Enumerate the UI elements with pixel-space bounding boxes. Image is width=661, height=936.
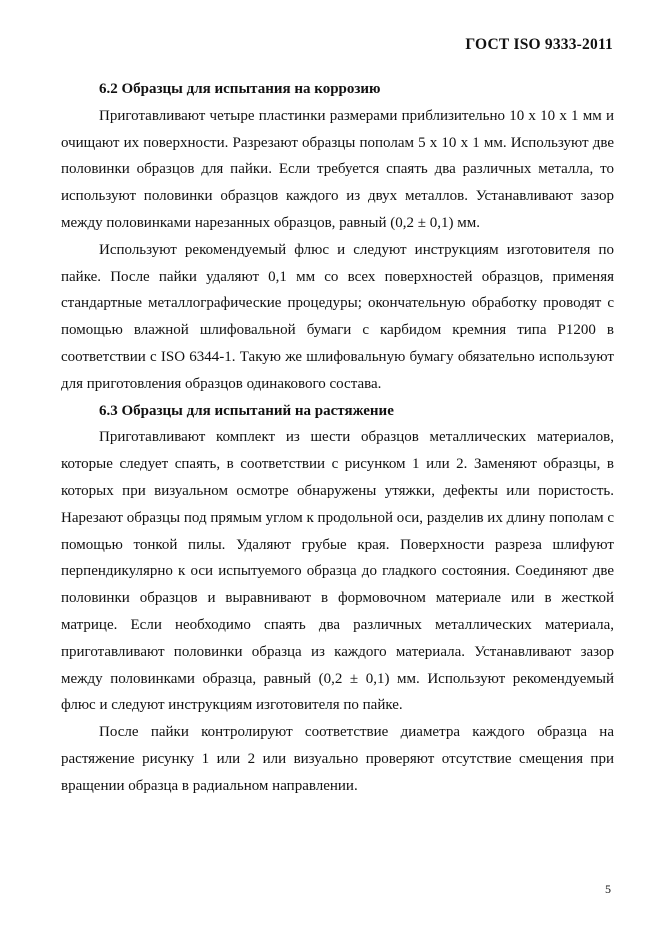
section-6-2-paragraph-2: Используют рекомендуемый флюс и следуют инструкциям изготовителя по пайке. После пайки удаляют 0,1 мм со всех поверхностей образцов, применяя стандартные металлографические процедуры; окончательную обработку проводят с помощью влажной шлифовальной бумаги с карбидом кремния типа Р1200 в соответствии с ISO 6344-1. Такую же шлифовальную бумагу обязательно используют для приготовления образцов одинакового состава. [61, 241, 614, 392]
section-6-2-paragraph-1: Приготавливают четыре пластинки размерами приблизительно 10 х 10 х 1 мм и очищают их поверхности. Разрезают образцы пополам 5 х 10 х 1 мм. Используют две половинки образцов для пайки. Если требуется спаять два различных металла, то используют половинки образцов каждого из двух металлов. Устанавливают зазор между половинками нарезанных образцов, равный (0,2 ± 0,1) мм. [61, 107, 614, 231]
section-6-3-paragraph-1: Приготавливают комплект из шести образцов металлических материалов, которые следует спаять, в соответствии с рисунком 1 или 2. Заменяют образцы, в которых при визуальном осмотре обнаружены утяжки, дефекты или пористость. Нарезают образцы под прямым углом к продольной оси, разделив их длину пополам с помощью тонкой пилы. Удаляют грубые края. Поверхности разреза шлифуют перпендикулярно к оси испытуемого образца до гладкого состояния. Соединяют две половинки образцов и выравнивают в формовочном материале или в жесткой матрице. Если необходимо спаять два различных металлических материала, приготавливают половинки образца из каждого материала. Устанавливают зазор между половинками образца, равный (0,2 ± 0,1) мм. Используют рекомендуемый флюс и следуют инструкциям изготовителя по пайке. [61, 429, 614, 714]
page-number: 5 [605, 882, 611, 896]
section-title-6-2: 6.2 Образцы для испытания на коррозию [99, 81, 381, 97]
document-code-header: ГОСТ ISO 9333-2011 [465, 36, 613, 53]
section-title-6-3: 6.3 Образцы для испытаний на растяжение [99, 402, 394, 419]
section-6-3-paragraph-2: После пайки контролируют соответствие диаметра каждого образца на растяжение рисунку 1 или 2 или визуально проверяют отсутствие смещения при вращении образца в радиальном направлении. [61, 724, 614, 794]
document-body [61, 76, 614, 800]
